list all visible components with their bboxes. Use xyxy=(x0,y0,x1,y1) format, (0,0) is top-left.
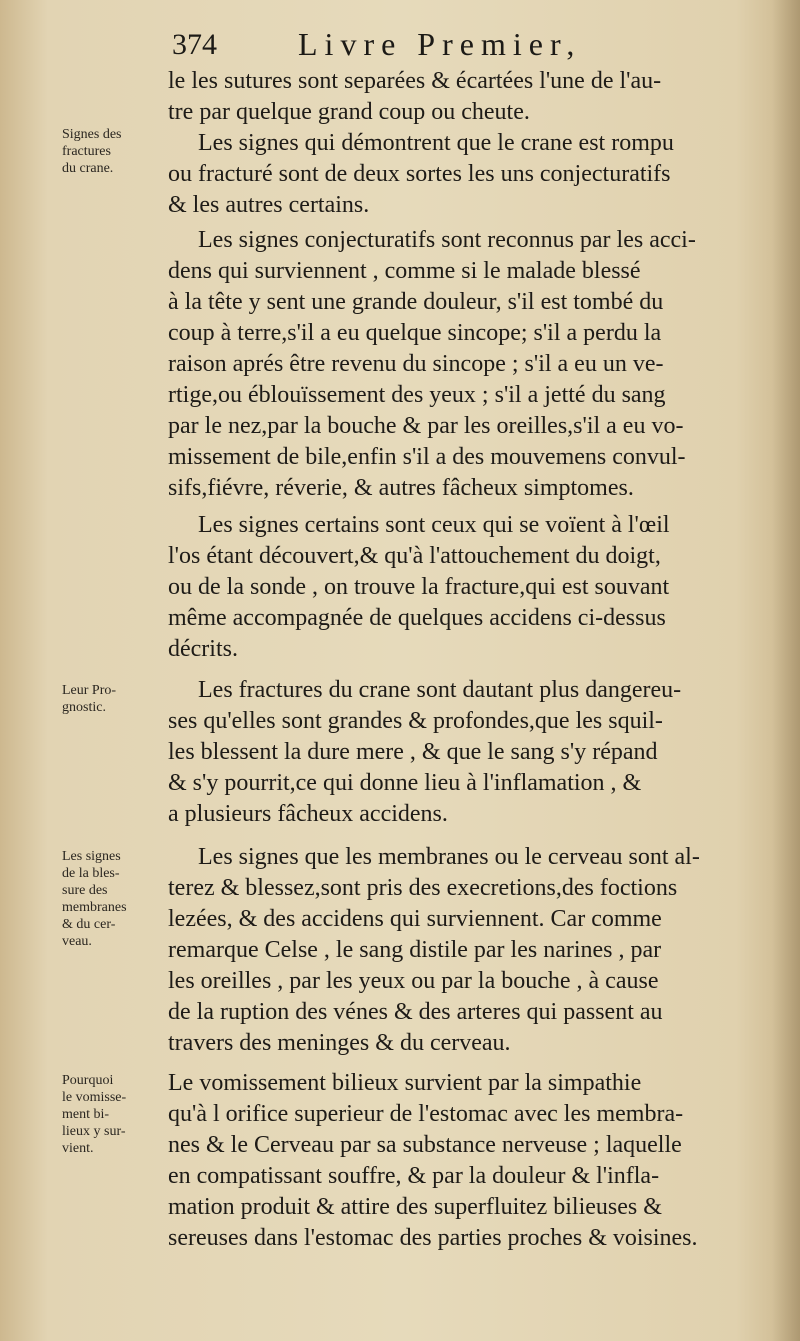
text-line: coup à terre,s'il a eu quelque sincope; s'il a perdu la xyxy=(168,320,662,346)
text-line: Les signes qui démontrent que le crane est rompu xyxy=(198,130,674,156)
margin-note-line: Signes des xyxy=(62,127,122,142)
text-line: ou de la sonde , on trouve la fracture,qui est souvant xyxy=(168,574,670,600)
text-line: Les fractures du crane sont dautant plus dangereu- xyxy=(198,677,682,703)
text-line: Les signes que les membranes ou le cerveau sont al- xyxy=(198,844,700,870)
margin-note-line: Les signes xyxy=(62,849,121,864)
text-line: Le vomissement bilieux survient par la simpathie xyxy=(168,1070,642,1096)
text-line: qu'à l orifice superieur de l'estomac avec les membra- xyxy=(168,1101,684,1127)
margin-note-line: gnostic. xyxy=(62,700,106,715)
margin-note-leur-prognostic xyxy=(62,682,172,716)
text-line: remarque Celse , le sang distile par les narines , par xyxy=(168,937,662,963)
margin-note-line: le vomisse- xyxy=(62,1090,127,1105)
text-line: travers des meninges & du cerveau. xyxy=(168,1030,511,1056)
margin-note-line: fractures xyxy=(62,144,111,159)
text-line: & s'y pourrit,ce qui donne lieu à l'inflamation , & xyxy=(168,770,642,796)
margin-note-line: sure des xyxy=(62,883,108,898)
running-title: Livre Premier, xyxy=(298,26,582,62)
margin-note-line: ment bi- xyxy=(62,1107,110,1122)
margin-note-line: lieux y sur- xyxy=(62,1124,126,1139)
text-line: nes & le Cerveau par sa substance nerveuse ; laquelle xyxy=(168,1132,682,1158)
text-line: tre par quelque grand coup ou cheute. xyxy=(168,99,530,125)
text-line: en compatissant souffre, & par la douleur & l'infla- xyxy=(168,1163,660,1189)
margin-note-signes-blessure xyxy=(62,848,172,950)
text-line: mation produit & attire des superfluitez bilieuses & xyxy=(168,1194,662,1220)
margin-note-line: Leur Pro- xyxy=(62,683,117,698)
text-line: Les signes certains sont ceux qui se voïent à l'œil xyxy=(198,512,670,538)
text-line: missement de bile,enfin s'il a des mouvemens convul- xyxy=(168,444,686,470)
text-line: sifs,fiévre, réverie, & autres fâcheux simptomes. xyxy=(168,475,634,501)
margin-note-pourquoi-vomissement xyxy=(62,1072,172,1157)
text-line: même accompagnée de quelques accidens ci-dessus xyxy=(168,605,666,631)
text-line: décrits. xyxy=(168,636,238,662)
text-line: a plusieurs fâcheux accidens. xyxy=(168,801,448,827)
margin-note-line: de la bles- xyxy=(62,866,120,881)
margin-note-line: veau. xyxy=(62,934,92,949)
text-line: Les signes conjecturatifs sont reconnus par les acci- xyxy=(198,227,696,253)
text-line: & les autres certains. xyxy=(168,192,370,218)
text-line: dens qui surviennent , comme si le malade blessé xyxy=(168,258,641,284)
text-line: ou fracturé sont de deux sortes les uns conjecturatifs xyxy=(168,161,671,187)
text-line: ses qu'elles sont grandes & profondes,que les squil- xyxy=(168,708,663,734)
text-line: l'os étant découvert,& qu'à l'attouchement du doigt, xyxy=(168,543,661,569)
margin-note-line: du crane. xyxy=(62,161,114,176)
text-line: rtige,ou éblouïssement des yeux ; s'il a jetté du sang xyxy=(168,382,666,408)
page-number: 374 xyxy=(172,28,217,61)
page-header xyxy=(172,22,772,70)
margin-note-line: Pourquoi xyxy=(62,1073,114,1088)
text-line: sereuses dans l'estomac des parties proches & voisines. xyxy=(168,1225,698,1251)
text-line: par le nez,par la bouche & par les oreilles,s'il a eu vo- xyxy=(168,413,684,439)
text-line: lezées, & des accidens qui surviennent. Car comme xyxy=(168,906,662,932)
text-line: les blessent la dure mere , & que le sang s'y répand xyxy=(168,739,658,765)
margin-note-line: membranes xyxy=(62,900,127,915)
margin-note-line: vient. xyxy=(62,1141,94,1156)
text-line: terez & blessez,sont pris des execretions,des foctions xyxy=(168,875,678,901)
text-line: le les sutures sont separées & écartées l'une de l'au- xyxy=(168,68,662,94)
text-line: les oreilles , par les yeux ou par la bouche , à cause xyxy=(168,968,659,994)
text-line: à la tête y sent une grande douleur, s'il est tombé du xyxy=(168,289,664,315)
margin-note-signes-fractures xyxy=(62,126,172,177)
margin-note-line: & du cer- xyxy=(62,917,116,932)
text-line: de la ruption des vénes & des arteres qui passent au xyxy=(168,999,663,1025)
text-line: raison aprés être revenu du sincope ; s'il a eu un ve- xyxy=(168,351,664,377)
